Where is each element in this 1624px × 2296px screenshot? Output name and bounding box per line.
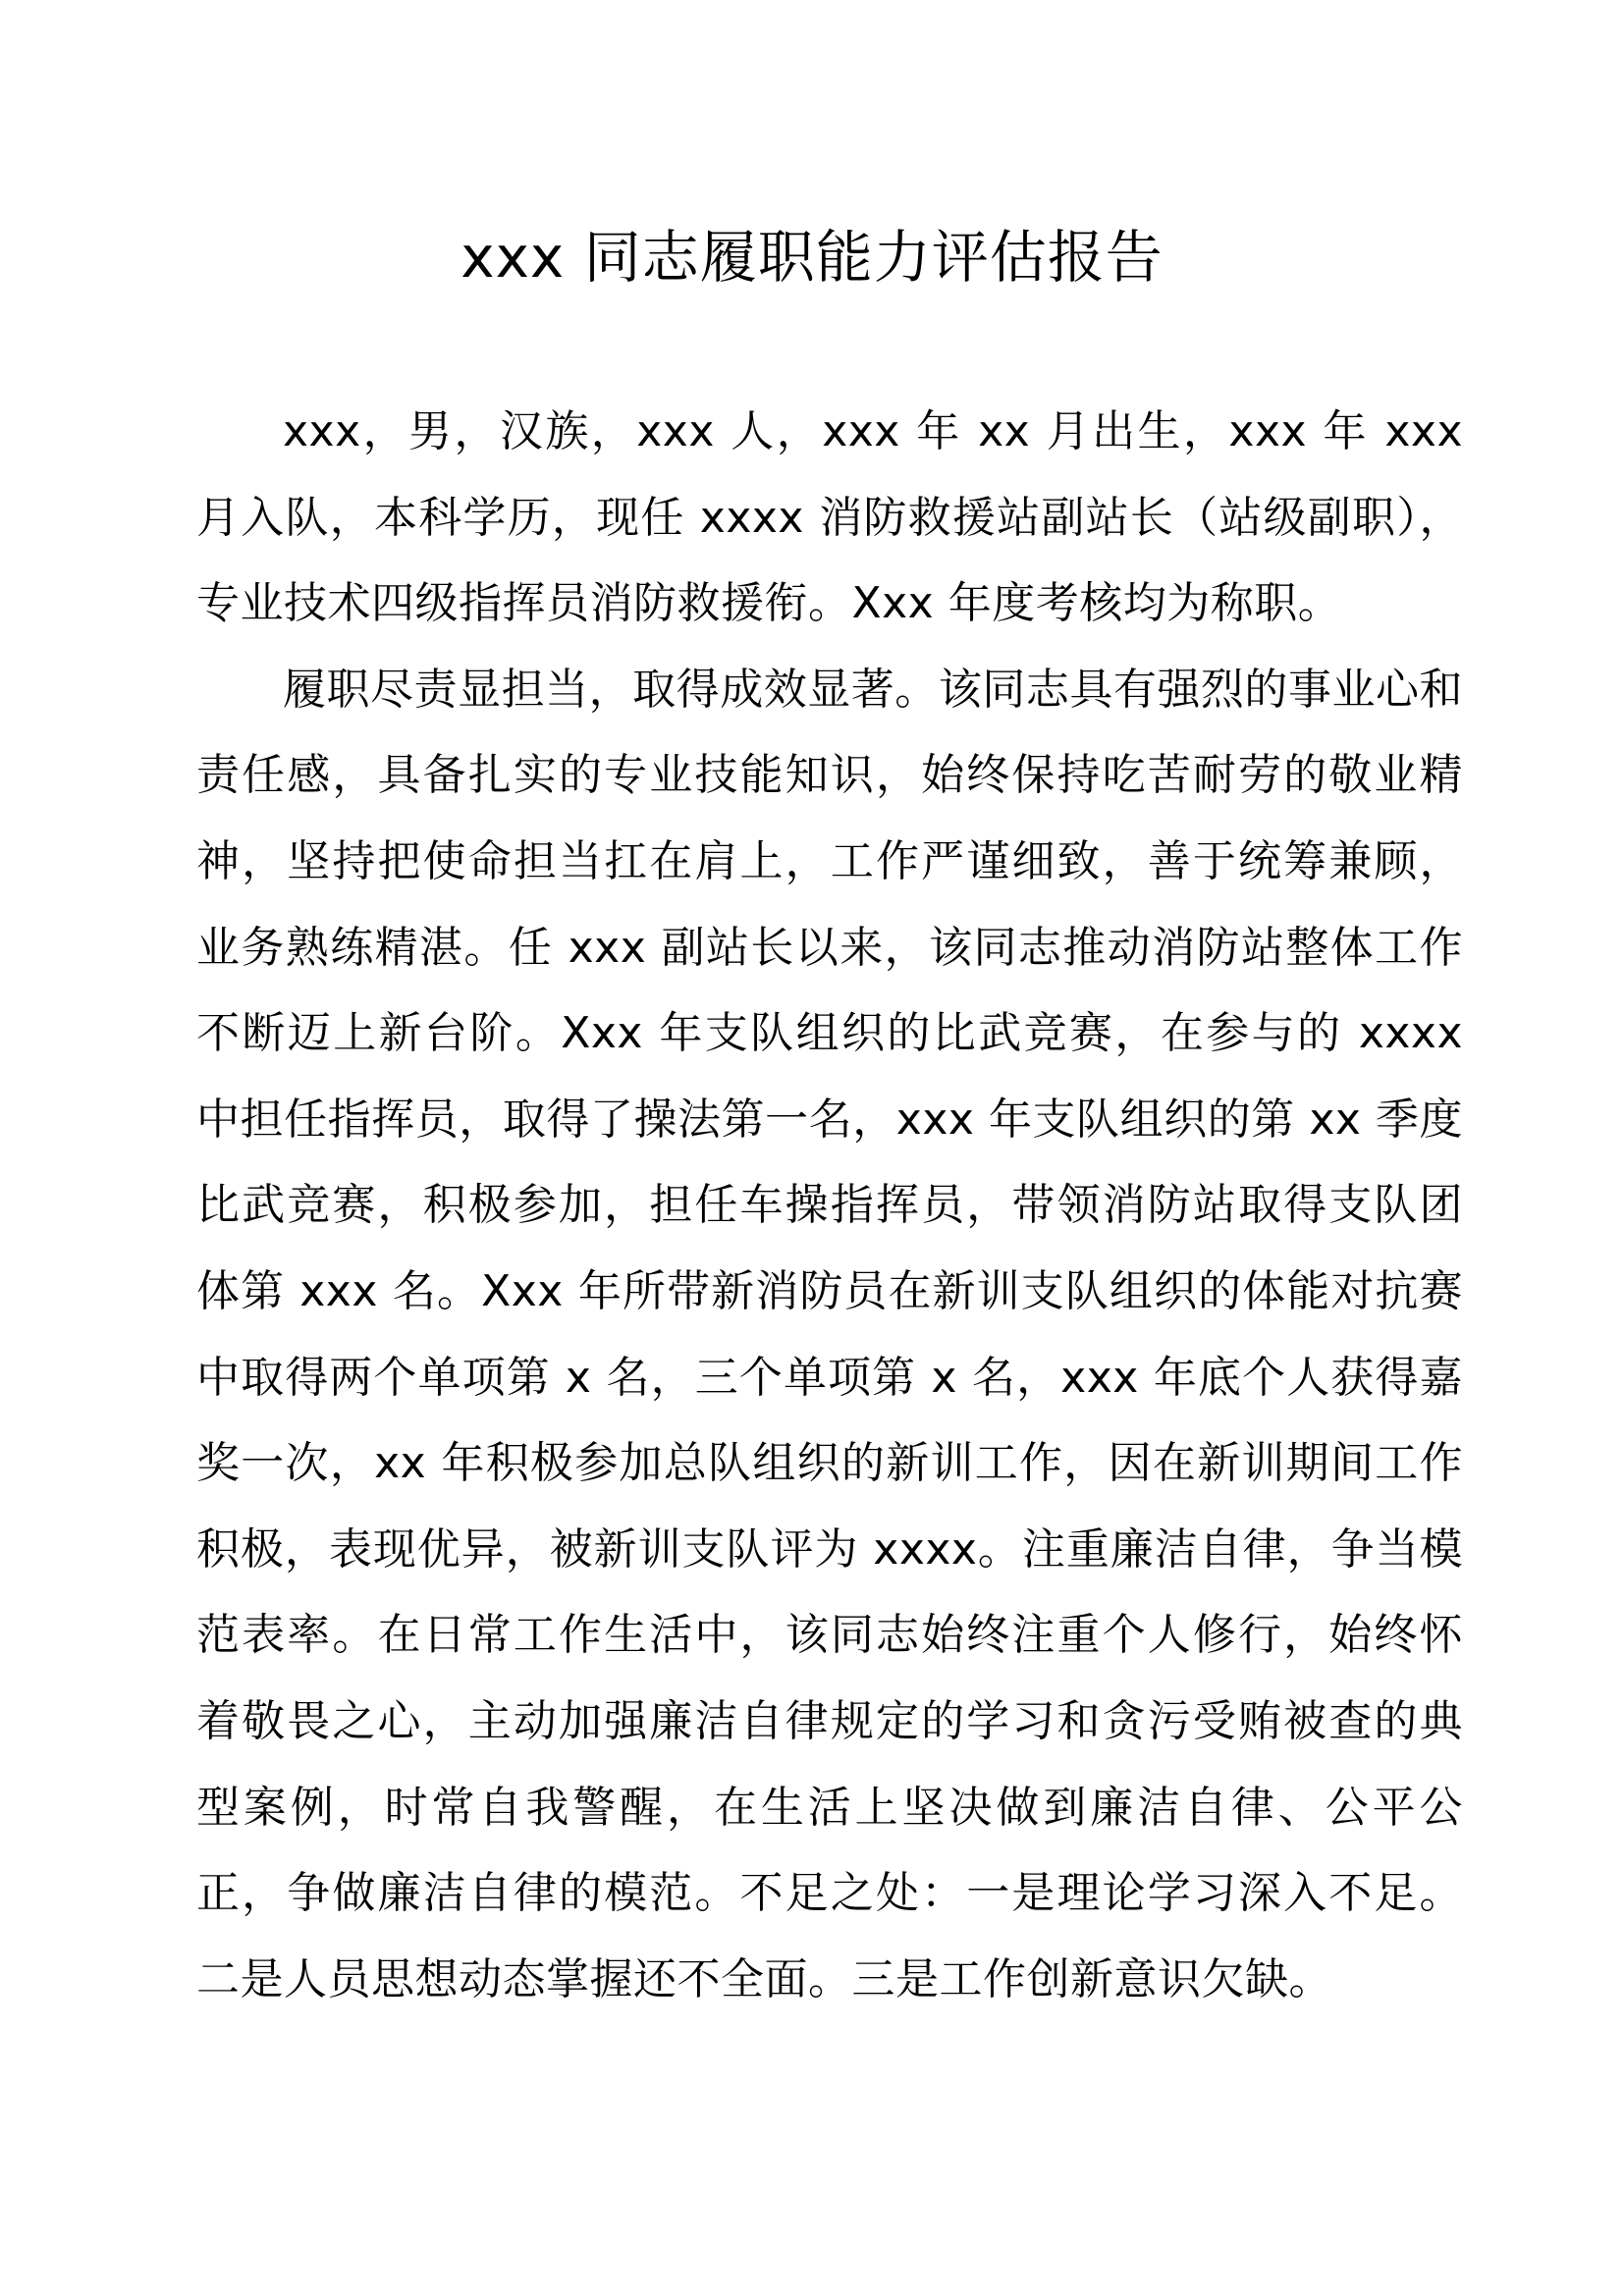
document-title: xxx 同志履职能力评估报告 xyxy=(460,224,1164,291)
paragraph-basic-info: xxx，男，汉族，xxx 人，xxx 年 xx 月出生，xxx 年 xxx 月入队，本科学历，现任 xxxx 消防救援站副站长（站级副职），专业技术四级指挥员消防救援衔。Xxx 年度考核均为称职。 xyxy=(196,406,1463,629)
paragraph-performance-evaluation: 履职尽责显担当，取得成效显著。该同志具有强烈的事业心和责任感，具备扎实的专业技能知识，始终保持吃苦耐劳的敬业精神，坚持把使命担当扛在肩上，工作严谨细致，善于统筹兼顾，业务熟练精湛。任 xxx 副站长以来，该同志推动消防站整体工作不断迈上新台阶。Xxx 年支队组织的比武竞赛，在参与的 xxxx 中担任指挥员，取得了操法第一名，xxx 年支队组织的第 xx 季度比武竞赛，积极参加，担任车操指挥员，带领消防站取得支队团体第 xxx 名。Xxx 年所带新消防员在新训支队组织的体能对抗赛中取得两个单项第 x 名，三个单项第 x 名，xxx 年底个人获得嘉奖一次，xx 年积极参加总队组织的新训工作，因在新训期间工作积极，表现优异，被新训支队评为 xxxx。注重廉洁自律，争当模范表率。在日常工作生活中，该同志始终注重个人修行，始终怀着敬畏之心，主动加强廉洁自律规定的学习和贪污受贿被查的典型案例，时常自我警醒，在生活上坚决做到廉洁自律、公平公正，争做廉洁自律的模范。不足之处：一是理论学习深入不足。二是人员思想动态掌握还不全面。三是工作创新意识欠缺。 xyxy=(196,664,1463,2004)
document-body xyxy=(196,389,1463,2022)
